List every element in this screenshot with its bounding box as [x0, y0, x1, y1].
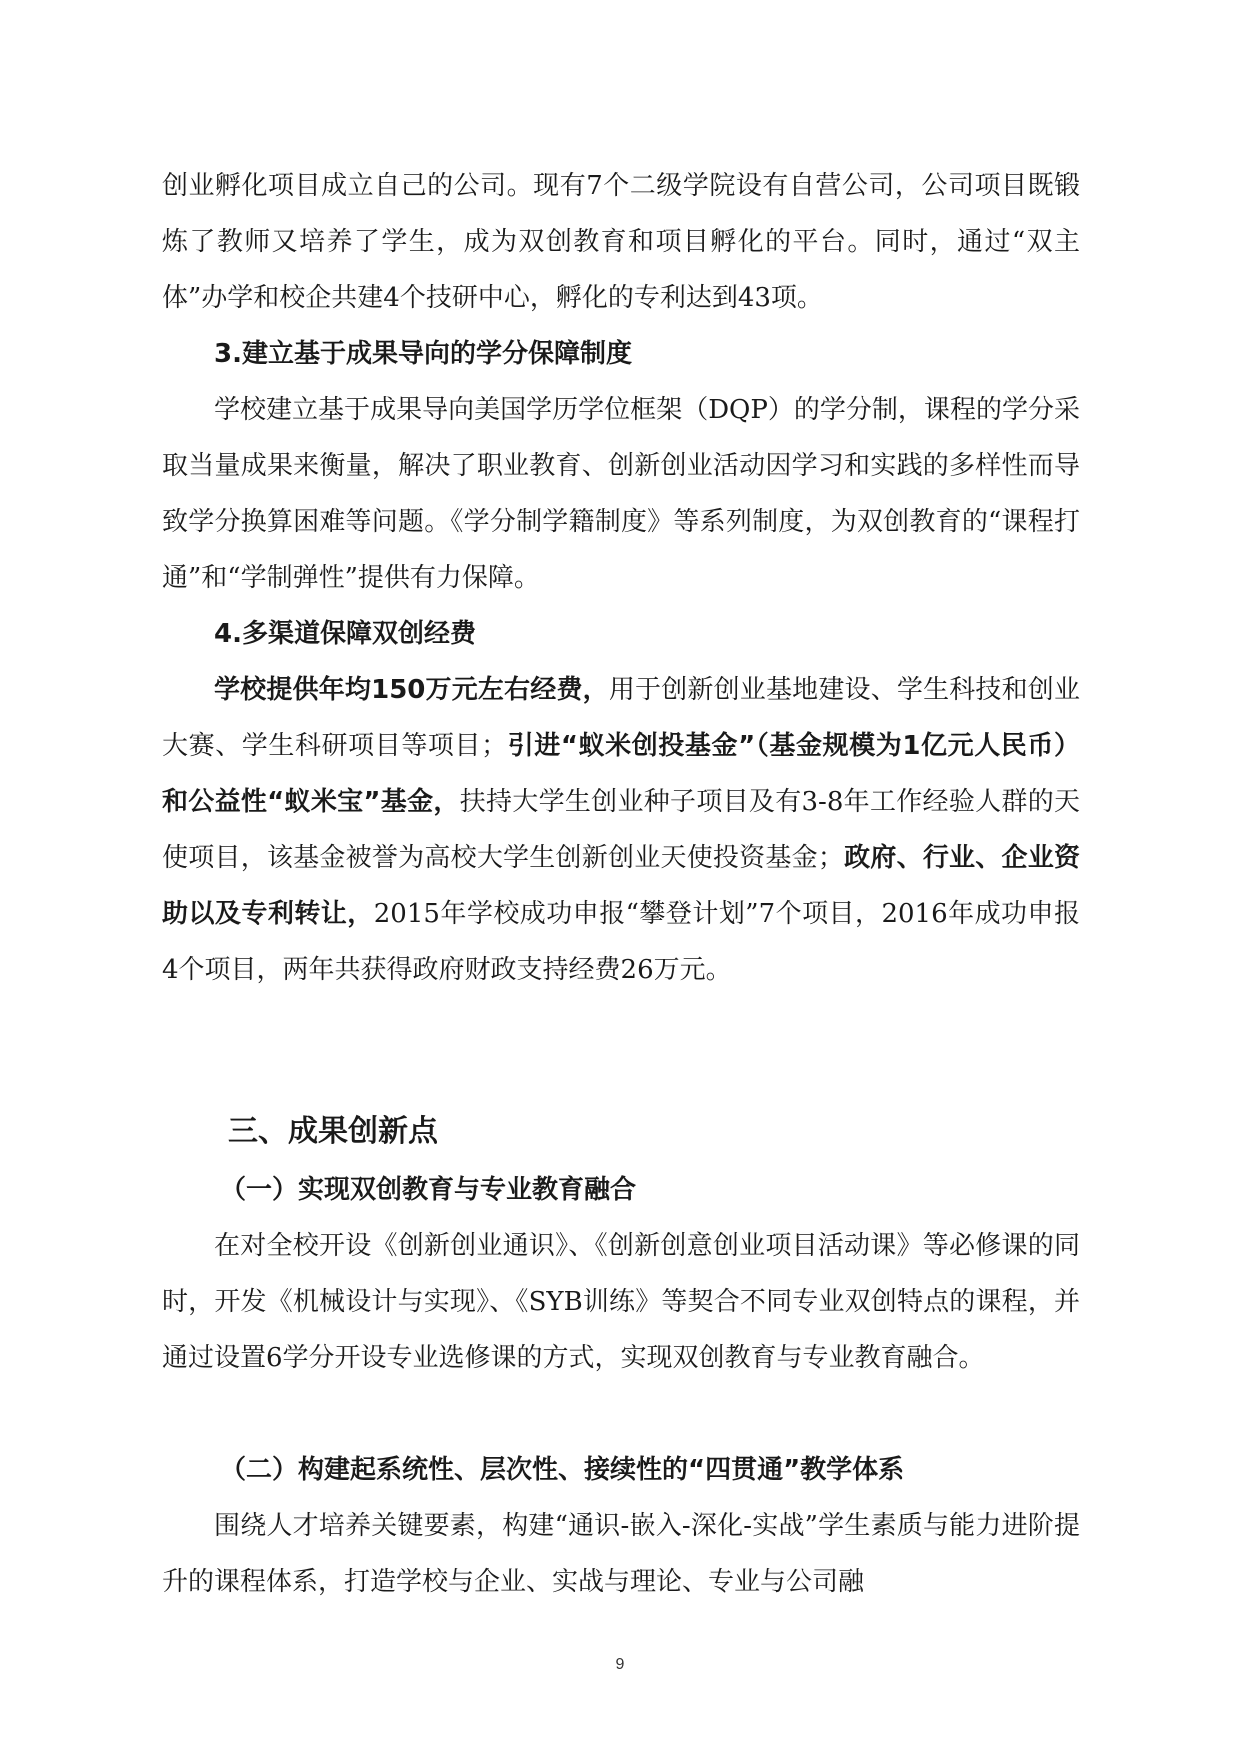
funding-bold-1: 学校提供年均150万元左右经费， [214, 675, 609, 705]
heading-funding: 4.多渠道保障双创经费 [214, 619, 476, 649]
page-number: 9 [615, 1656, 625, 1673]
funding-bold-2: 引进“蚁米创投基金”（基金规模为1亿元人民币）和公益性“蚁米宝”基金， [162, 731, 1080, 817]
subheading-integration: （一）实现双创教育与专业教育融合 [220, 1175, 637, 1205]
paragraph-integration: 在对全校开设《创新创业通识》、《创新创意创业项目活动课》等必修课的同时，开发《机械设计与实现》、《SYB训练》等契合不同专业双创特点的课程，并通过设置6学分开设专业选修课的方式，实现双创教育与专业教育融合。 [162, 1231, 1080, 1373]
paragraph-four-pathways: 围绕人才培养关键要素，构建“通识-嵌入-深化-实战”学生素质与能力进阶提升的课程体系，打造学校与企业、实战与理论、专业与公司融 [162, 1511, 1080, 1597]
heading-credit-system: 3.建立基于成果导向的学分保障制度 [214, 339, 632, 369]
paragraph-incubation: 创业孵化项目成立自己的公司。现有7个二级学院设有自营公司，公司项目既锻炼了教师又培养了学生，成为双创教育和项目孵化的平台。同时，通过“双主体”办学和校企共建4个技研中心，孵化的专利达到43项。 [162, 171, 1080, 313]
paragraph-credit-system: 学校建立基于成果导向美国学历学位框架（DQP）的学分制，课程的学分采取当量成果来衡量，解决了职业教育、创新创业活动因学习和实践的多样性而导致学分换算困难等问题。《学分制学籍制度》等系列制度，为双创教育的“课程打通”和“学制弹性”提供有力保障。 [162, 395, 1080, 593]
funding-text-3: 2015年学校成功申报“攀登计划”7个项目，2016年成功申报4个项目，两年共获得政府财政支持经费26万元。 [162, 899, 1080, 985]
section-heading-innovation: 三、成果创新点 [228, 1114, 438, 1149]
subheading-four-pathways: （二）构建起系统性、层次性、接续性的“四贯通”教学体系 [220, 1455, 905, 1485]
paragraph-funding [162, 662, 1080, 998]
funding-bold-3: 政府、行业、企业资助以及专利转让， [162, 843, 1080, 929]
funding-text-1: 用于创新创业基地建设、学生科技和创业大赛、学生科研项目等项目； [162, 675, 1080, 761]
funding-text-2: 扶持大学生创业种子项目及有3-8年工作经验人群的天使项目，该基金被誉为高校大学生创新创业天使投资基金； [162, 787, 1080, 873]
